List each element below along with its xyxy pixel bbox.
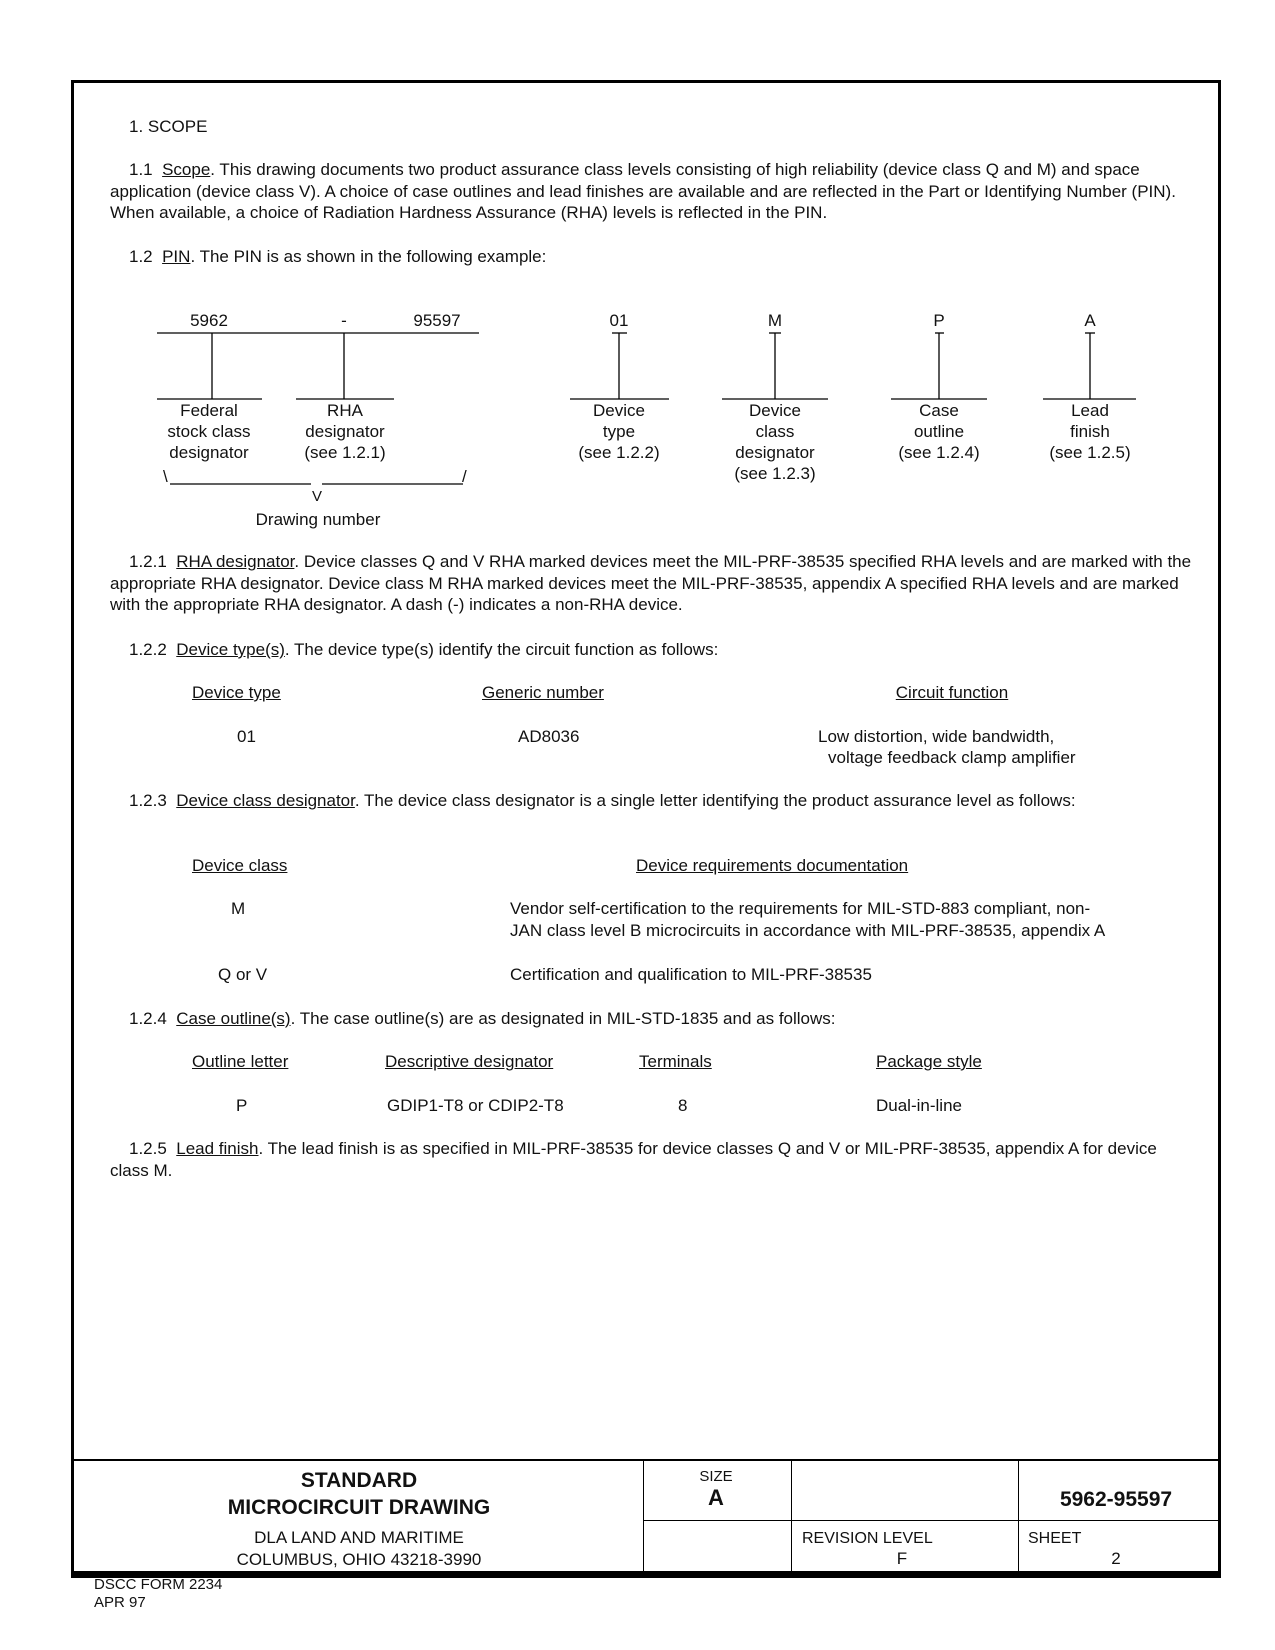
col-header: Circuit function — [895, 683, 1009, 702]
cell-letter: P — [236, 1096, 248, 1115]
form-number: DSCC FORM 2234 — [94, 1576, 223, 1593]
pin-case: P — [933, 311, 945, 330]
title-standard: STANDARD — [300, 1469, 418, 1492]
label-line: (see 1.2.5) — [1049, 443, 1131, 462]
col-header: Generic number — [482, 683, 604, 702]
agency-address: COLUMBUS, OHIO 43218-3990 — [236, 1550, 482, 1569]
col-header: Device class — [192, 856, 288, 875]
para-text: . This drawing documents two product assurance class levels consisting of high reliability (device class Q and M) and space application (device class V). A choice of case outlines and lead finishes are available and are reflected in the Part or Identifying Number (PIN). When available, a choice of Radiation Hardness Assurance (RHA) levels is reflected in the PIN. — [110, 160, 1176, 222]
para-text: . The case outline(s) are as designated in MIL-STD-1835 and as follows: — [290, 1009, 836, 1028]
col-header: Device requirements documentation — [636, 856, 909, 875]
para-number: 1.2 — [129, 247, 153, 266]
paragraph-1-2-4 — [110, 1008, 1195, 1030]
cell-designator: GDIP1-T8 or CDIP2-T8 — [387, 1096, 564, 1115]
cell-doc: Vendor self-certification to the requirements for MIL-STD-883 compliant, non- — [510, 899, 1091, 918]
para-number: 1.2.1 — [129, 552, 167, 571]
cell-class: M — [231, 899, 246, 918]
label-rha — [304, 400, 385, 463]
label-line: (see 1.2.2) — [578, 443, 660, 462]
paragraph-1-2-2 — [110, 639, 1195, 661]
divider — [643, 1460, 644, 1572]
para-title: PIN — [162, 247, 191, 266]
pin-device-class: M — [767, 311, 783, 330]
label-line: RHA — [327, 401, 363, 420]
cell-doc: Certification and qualification to MIL-PRF-38535 — [510, 965, 872, 984]
paragraph-1-2-1 — [110, 551, 1195, 616]
paragraph-1-2-5 — [110, 1138, 1195, 1181]
size-label: SIZE — [699, 1468, 733, 1485]
divider — [71, 1459, 1218, 1461]
para-title: Device type(s) — [176, 640, 285, 659]
drawing-number-label: Drawing number — [255, 510, 381, 529]
label-line: (see 1.2.1) — [304, 443, 386, 462]
label-line: class — [755, 422, 795, 441]
cell-function: Low distortion, wide bandwidth, — [818, 727, 1055, 746]
divider — [791, 1460, 792, 1572]
para-number: 1.1 — [129, 160, 153, 179]
label-line: type — [602, 422, 636, 441]
drawing-number: 5962-95597 — [1059, 1488, 1173, 1511]
para-title: Device class designator — [176, 791, 355, 810]
para-title: Case outline(s) — [176, 1009, 291, 1028]
divider — [1018, 1460, 1019, 1572]
form-date: APR 97 — [94, 1594, 146, 1611]
label-line: (see 1.2.3) — [734, 464, 816, 483]
label-case — [898, 400, 979, 463]
pin-lead: A — [1084, 311, 1096, 330]
col-header: Device type — [192, 683, 281, 702]
col-header: Package style — [876, 1052, 982, 1071]
label-line: (see 1.2.4) — [898, 443, 980, 462]
col-header: Descriptive designator — [385, 1052, 554, 1071]
agency-name: DLA LAND AND MARITIME — [254, 1528, 464, 1547]
bracket-right: / — [462, 467, 467, 486]
para-text: . The device type(s) identify the circuit function as follows: — [284, 640, 719, 659]
label-line: designator — [305, 422, 385, 441]
revision-label: REVISION LEVEL — [802, 1530, 933, 1547]
label-line: Federal — [180, 401, 238, 420]
label-line: finish — [1070, 422, 1110, 441]
cell-class: Q or V — [218, 965, 268, 984]
cell-style: Dual-in-line — [876, 1096, 962, 1115]
para-title: Scope — [162, 160, 211, 179]
para-text: . Device classes Q and V RHA marked devices meet the MIL-PRF-38535 specified RHA levels and are marked with the appropriate RHA designator. Device class M RHA marked devices meet the MIL-PRF-38535, appendix A specified RHA levels and are marked with the appropriate RHA designator. A dash (-) indicates a non-RHA device. — [110, 552, 1192, 614]
para-number: 1.2.4 — [129, 1009, 167, 1028]
para-text: . The lead finish is as specified in MIL-PRF-38535 for device classes Q and V or MIL-PRF-38535, appendix A for device class M. — [110, 1139, 1157, 1180]
para-number: 1.2.5 — [129, 1139, 167, 1158]
sheet-label: SHEET — [1028, 1530, 1082, 1547]
label-line: Device — [593, 401, 645, 420]
divider — [71, 1571, 1218, 1575]
para-text: . The device class designator is a single letter identifying the product assurance level as follows: — [354, 791, 1076, 810]
label-device-class — [734, 400, 815, 484]
pin-dash: - — [341, 311, 347, 330]
para-text: . The PIN is as shown in the following example: — [190, 247, 547, 266]
para-title: Lead finish — [176, 1139, 259, 1158]
title-microcircuit: MICROCIRCUIT DRAWING — [227, 1496, 491, 1519]
section-heading: 1. SCOPE — [129, 117, 208, 136]
size-value: A — [708, 1485, 724, 1510]
divider — [643, 1520, 1218, 1521]
label-line: Lead — [1071, 401, 1109, 420]
cell-terminals: 8 — [678, 1096, 688, 1115]
para-number: 1.2.2 — [129, 640, 167, 659]
label-line: outline — [913, 422, 965, 441]
label-line: designator — [735, 443, 815, 462]
label-lead — [1049, 400, 1130, 463]
para-number: 1.2.3 — [129, 791, 167, 810]
para-title: RHA designator — [176, 552, 295, 571]
col-header: Terminals — [639, 1052, 712, 1071]
label-line: Device — [749, 401, 801, 420]
paragraph-1-2-3 — [110, 790, 1195, 812]
cell-generic: AD8036 — [518, 727, 580, 746]
bracket-v: V — [311, 488, 323, 505]
pin-drawing: 95597 — [413, 311, 461, 330]
cell-function: voltage feedback clamp amplifier — [828, 748, 1076, 767]
revision-value: F — [896, 1549, 908, 1568]
label-line: stock class — [167, 422, 251, 441]
cell-doc: JAN class level B microcircuits in accordance with MIL-PRF-38535, appendix A — [510, 921, 1106, 940]
label-line: designator — [169, 443, 249, 462]
bracket-left: \ — [163, 467, 168, 486]
pin-fsc: 5962 — [190, 311, 228, 330]
pin-device-type: 01 — [609, 311, 629, 330]
cell-device-type: 01 — [237, 727, 256, 746]
sheet-value: 2 — [1111, 1549, 1121, 1568]
label-line: Case — [919, 401, 959, 420]
col-header: Outline letter — [192, 1052, 289, 1071]
label-device-type — [578, 400, 659, 463]
label-fsc — [167, 400, 250, 463]
pin-diagram-lines — [0, 0, 1275, 560]
